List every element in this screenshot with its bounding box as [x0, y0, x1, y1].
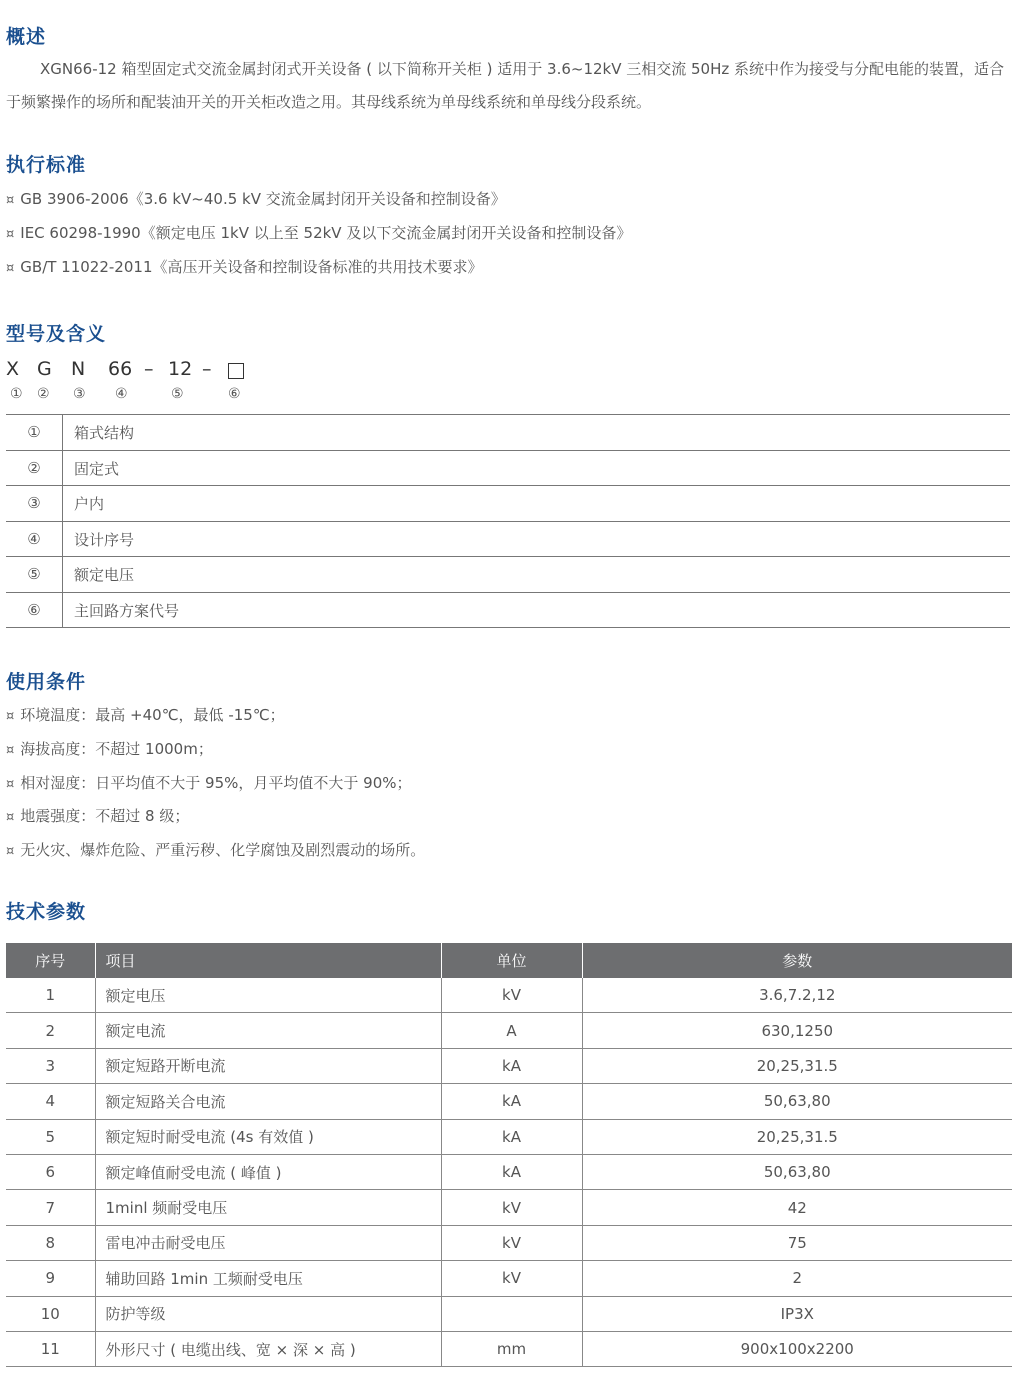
bullet-marker-icon: ¤	[6, 810, 15, 825]
code-num: ⑥	[228, 386, 241, 402]
row-value: 42	[582, 1190, 1012, 1225]
bullet-marker-icon: ¤	[6, 743, 15, 758]
row-index: 5	[6, 1119, 95, 1154]
row-value: 50,63,80	[582, 1084, 1012, 1119]
row-index: 10	[6, 1296, 95, 1331]
row-index: 7	[6, 1190, 95, 1225]
condition-item: ¤ 地震强度：不超过 8 级；	[6, 807, 190, 825]
column-header: 参数	[582, 943, 1012, 978]
table-row: ② 固定式	[6, 451, 1010, 487]
bullet-marker-icon: ¤	[6, 227, 15, 242]
code-part: –	[144, 358, 154, 380]
row-unit: kA	[441, 1048, 582, 1083]
row-index: 11	[6, 1331, 95, 1366]
row-value: 20,25,31.5	[582, 1119, 1012, 1154]
tech-heading: 技术参数	[6, 901, 87, 923]
row-item: 1minl 频耐受电压	[95, 1190, 441, 1225]
table-row	[6, 1084, 1012, 1119]
row-index: 9	[6, 1261, 95, 1296]
tech-params-table	[6, 943, 1012, 1367]
row-value: 50,63,80	[582, 1154, 1012, 1189]
row-item: 外形尺寸 ( 电缆出线、宽 × 深 × 高 )	[95, 1331, 441, 1366]
table-row	[6, 1296, 1012, 1331]
row-index: 6	[6, 1154, 95, 1189]
standards-heading: 执行标准	[6, 154, 87, 176]
column-header: 单位	[441, 943, 582, 978]
row-value: 2	[582, 1261, 1012, 1296]
table-row: ⑤ 额定电压	[6, 557, 1010, 593]
condition-item: ¤ 海拔高度：不超过 1000m；	[6, 740, 213, 758]
model-meaning-table	[6, 414, 1010, 628]
row-item: 防护等级	[95, 1296, 441, 1331]
table-row	[6, 1048, 1012, 1083]
row-unit: A	[441, 1013, 582, 1048]
placeholder-box-icon	[228, 363, 244, 379]
row-unit: kA	[441, 1084, 582, 1119]
code-part: 66	[108, 358, 133, 380]
code-num: ④	[115, 386, 128, 402]
code-part: –	[202, 358, 212, 380]
row-item: 额定短路开断电流	[95, 1048, 441, 1083]
row-unit: mm	[441, 1331, 582, 1366]
condition-item: ¤ 相对湿度：日平均值不大于 95%，月平均值不大于 90%；	[6, 774, 412, 792]
table-row: ① 箱式结构	[6, 415, 1010, 451]
bullet-marker-icon: ¤	[6, 709, 15, 724]
code-part: X	[6, 358, 20, 380]
code-num: ②	[37, 386, 50, 402]
table-row	[6, 1190, 1012, 1225]
code-num: ⑤	[171, 386, 184, 402]
standard-item: ¤ IEC 60298-1990《额定电压 1kV 以上至 52kV 及以下交流金属封闭开关设备和控制设备》	[6, 224, 632, 242]
bullet-marker-icon: ¤	[6, 777, 15, 792]
row-unit: kA	[441, 1154, 582, 1189]
overview-heading: 概述	[6, 26, 47, 48]
code-num: ①	[10, 386, 23, 402]
row-value: 20,25,31.5	[582, 1048, 1012, 1083]
row-unit	[441, 1296, 582, 1331]
row-value: 900x100x2200	[582, 1331, 1012, 1366]
row-item: 额定峰值耐受电流 ( 峰值 )	[95, 1154, 441, 1189]
condition-item: ¤ 无火灾、爆炸危险、严重污秽、化学腐蚀及剧烈震动的场所。	[6, 841, 426, 859]
bullet-marker-icon: ¤	[6, 844, 15, 859]
row-value: IP3X	[582, 1296, 1012, 1331]
table-row: ④ 设计序号	[6, 522, 1010, 558]
row-item: 额定电流	[95, 1013, 441, 1048]
table-row	[6, 978, 1012, 1013]
row-index: 8	[6, 1225, 95, 1260]
row-index: 1	[6, 978, 95, 1013]
row-item: 辅助回路 1min 工频耐受电压	[95, 1261, 441, 1296]
row-index: 2	[6, 1013, 95, 1048]
table-row	[6, 1225, 1012, 1260]
column-header: 项目	[95, 943, 441, 978]
row-item: 额定电压	[95, 978, 441, 1013]
bullet-marker-icon: ¤	[6, 261, 15, 276]
row-value: 75	[582, 1225, 1012, 1260]
table-header-row	[6, 943, 1012, 978]
code-part: N	[71, 358, 86, 380]
row-unit: kV	[441, 1225, 582, 1260]
row-item: 额定短路关合电流	[95, 1084, 441, 1119]
model-code	[6, 358, 306, 408]
row-value: 3.6,7.2,12	[582, 978, 1012, 1013]
standard-item: ¤ GB 3906-2006《3.6 kV~40.5 kV 交流金属封闭开关设备和控制设备》	[6, 190, 506, 208]
table-row	[6, 1261, 1012, 1296]
conditions-heading: 使用条件	[6, 671, 87, 693]
row-unit: kV	[441, 1261, 582, 1296]
column-header: 序号	[6, 943, 95, 978]
condition-item: ¤ 环境温度：最高 +40℃，最低 -15℃；	[6, 706, 285, 724]
row-item: 额定短时耐受电流 (4s 有效值 )	[95, 1119, 441, 1154]
model-heading: 型号及含义	[6, 323, 107, 345]
row-unit: kV	[441, 978, 582, 1013]
row-unit: kV	[441, 1190, 582, 1225]
bullet-marker-icon: ¤	[6, 193, 15, 208]
code-part: G	[37, 358, 52, 380]
table-row	[6, 1119, 1012, 1154]
row-item: 雷电冲击耐受电压	[95, 1225, 441, 1260]
table-row	[6, 1331, 1012, 1366]
standard-item: ¤ GB/T 11022-2011《高压开关设备和控制设备标准的共用技术要求》	[6, 258, 483, 276]
table-row	[6, 1154, 1012, 1189]
table-row	[6, 1013, 1012, 1048]
row-value: 630,1250	[582, 1013, 1012, 1048]
code-part: 12	[168, 358, 193, 380]
table-row: ③ 户内	[6, 486, 1010, 522]
table-row: ⑥ 主回路方案代号	[6, 593, 1010, 629]
row-index: 4	[6, 1084, 95, 1119]
overview-paragraph: XGN66-12 箱型固定式交流金属封闭式开关设备 ( 以下简称开关柜 ) 适用于 3.6~12kV 三相交流 50Hz 系统中作为接受与分配电能的装置，适合于频繁操作的场所和配装油开关的开关柜改造之用。其母线系统为单母线系统和单母线分段系统。	[6, 60, 1005, 111]
row-unit: kA	[441, 1119, 582, 1154]
code-num: ③	[73, 386, 86, 402]
row-index: 3	[6, 1048, 95, 1083]
